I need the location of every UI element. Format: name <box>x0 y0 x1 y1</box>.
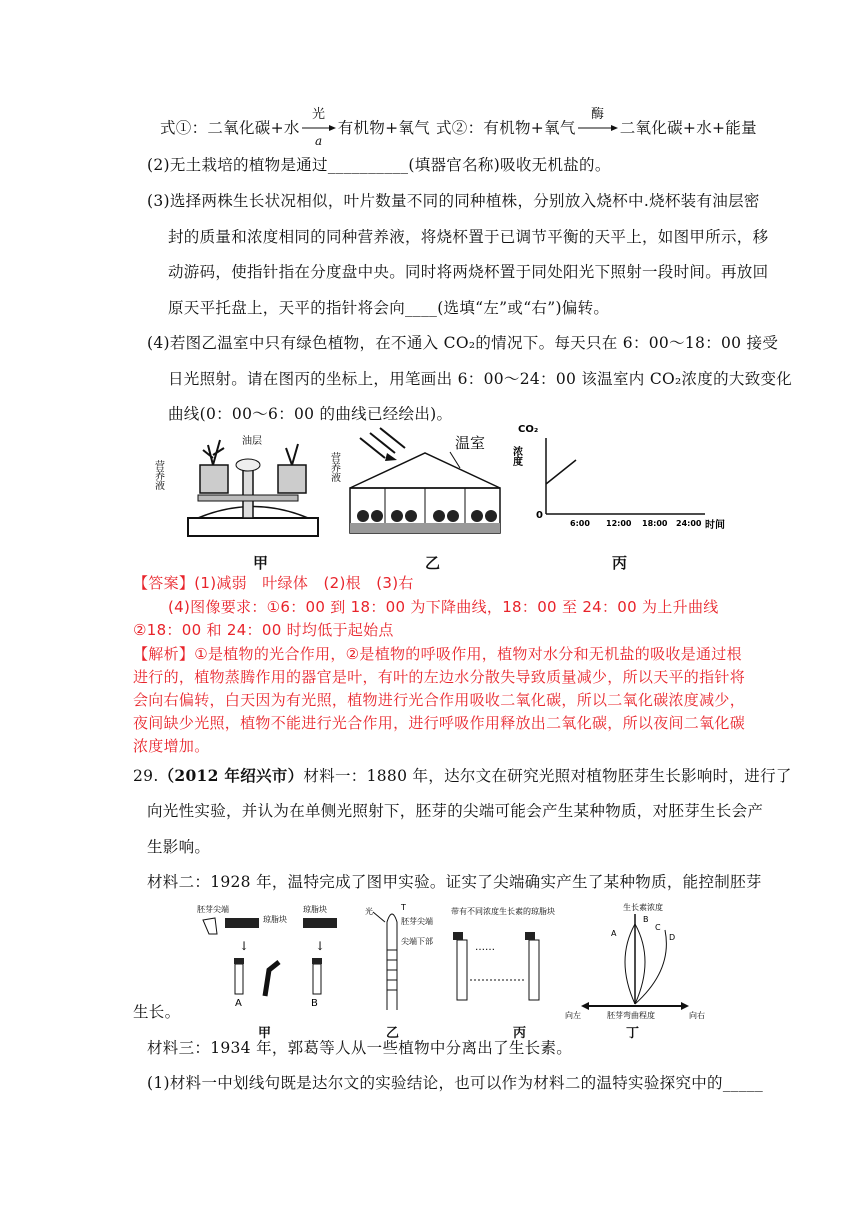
q29-material-1-start: 材料一：1880 年，达尔文在研究光照对植物胚芽生长影响时，进行了 <box>303 767 792 785</box>
formula-line-2 <box>436 107 757 139</box>
dots-gradient: …… <box>475 942 495 953</box>
chart-ylabel-co2: CO₂ <box>518 424 539 435</box>
question-3-line-2: 封的质量和浓度相同的同种营养液，将烧杯置于已调节平衡的天平上，如图甲所示，移 <box>168 228 769 246</box>
arrow-condition-a: a <box>314 134 323 148</box>
chart-origin: 0 <box>536 510 543 521</box>
label-nutrient-right: 营养液 <box>328 452 340 482</box>
label-bend-degree: 胚芽弯曲程度 <box>607 1011 655 1020</box>
label-light: 光 <box>365 907 373 916</box>
caption2-jia: 甲 <box>258 1026 272 1041</box>
question-2: (2)无土栽培的植物是通过__________(填器官名称)吸收无机盐的。 <box>147 156 611 174</box>
caption-jia: 甲 <box>253 554 269 572</box>
formula-line <box>160 107 430 148</box>
q29-question-1: (1)材料一中划线句既是达尔文的实验结论，也可以作为材料二的温特实验探究中的_____ <box>147 1074 764 1092</box>
label-agar-block-2: 琼脂块 <box>303 905 327 914</box>
q29-material-2: 材料二：1928 年，温特完成了图甲实验。证实了尖端确实产生了某种物质，能控制胚芽 <box>147 873 762 891</box>
chart-xlabel: 时间 <box>705 520 725 531</box>
svg-text:↓: ↓ <box>239 939 250 953</box>
answer-line-2: (4)图像要求：①6：00 到 18：00 为下降曲线，18：00 至 24：00 为上升曲线 <box>168 598 719 616</box>
caption-yi: 乙 <box>425 554 441 572</box>
formula-2-prefix: 式②：有机物+氧气 <box>436 119 576 137</box>
question-3-line-1: (3)选择两株生长状况相似，叶片数量不同的同种植株，分别放入烧杯中.烧杯装有油层密 <box>147 192 760 210</box>
analysis-line-5: 浓度增加。 <box>133 737 210 755</box>
question-3-line-4: 原天平托盘上，天平的指针将会向____(选填“左”或“右”)偏转。 <box>168 299 610 317</box>
question-4-line-3: 曲线(0：00～6：00 的曲线已经绘出)。 <box>168 405 453 423</box>
label-B-ding: B <box>643 915 649 924</box>
label-greenhouse: 温室 <box>455 434 486 452</box>
formula-2-suffix: 二氧化碳+水+能量 <box>619 119 757 137</box>
label-tip-yi: 胚芽尖端 <box>401 917 433 926</box>
caption2-yi: 乙 <box>386 1026 400 1041</box>
chart-tick-24: 24:00 <box>676 519 702 528</box>
q29-source: （2012 年绍兴市） <box>158 766 304 785</box>
label-nutrient-left: 营养液 <box>152 460 164 490</box>
figure-greenhouse-yi <box>345 428 510 538</box>
formula-1-prefix: 式①：二氧化碳+水 <box>160 119 300 137</box>
label-embryo-tip: 胚芽尖端 <box>197 905 229 914</box>
formula-1-suffix: 有机物+氧气 <box>337 119 430 137</box>
analysis-line-4: 夜间缺少光照，植物不能进行光合作用，进行呼吸作用释放出二氧化碳，所以夜间二氧化碳 <box>133 714 746 732</box>
chart-tick-18: 18:00 <box>642 519 668 528</box>
figure-wentz-experiment <box>195 900 715 1020</box>
figure-co2-chart-bing <box>510 418 730 531</box>
caption2-bing: 丙 <box>513 1026 527 1041</box>
label-auxin-concentration: 生长素浓度 <box>623 903 663 912</box>
arrow-condition-light: 光 <box>312 107 326 122</box>
caption2-ding: 丁 <box>626 1026 640 1041</box>
analysis-line-2: 进行的，植物蒸腾作用的器官是叶，有叶的左边水分散失导致质量减少，所以天平的指针将 <box>133 668 746 686</box>
chart-drawn-curve <box>546 460 576 484</box>
label-oil-layer: 油层 <box>242 436 262 447</box>
analysis-line-1: 【解析】①是植物的光合作用，②是植物的呼吸作用，植物对水分和无机盐的吸收是通过根 <box>133 645 742 663</box>
label-below-tip: 尖端下部 <box>401 937 433 946</box>
svg-text:↓: ↓ <box>315 939 326 953</box>
q29-number: 29. <box>133 767 159 785</box>
figure-balance-jia <box>152 430 343 540</box>
q29-material-2-end: 生长。 <box>133 1003 181 1021</box>
q29-line-1 <box>133 766 792 786</box>
label-gradient-blocks: 带有不同浓度生长素的琼脂块 <box>451 907 555 916</box>
label-A-ding: A <box>611 929 617 938</box>
arrow-condition-enzyme: 酶 <box>591 107 605 122</box>
label-B-jia: B <box>311 998 318 1009</box>
q29-line-3: 生影响。 <box>147 838 211 856</box>
light-arrow <box>302 107 336 148</box>
caption-bing: 丙 <box>612 554 628 572</box>
q29-material-3: 材料三：1934 年，郭葛等人从一些植物中分离出了生长素。 <box>147 1039 573 1057</box>
label-T: T <box>401 903 406 912</box>
label-D-ding: D <box>669 933 676 942</box>
answer-line-3: ②18：00 和 24：00 时均低于起始点 <box>133 621 394 639</box>
chart-tick-12: 12:00 <box>606 519 632 528</box>
label-left: 向左 <box>565 1011 581 1020</box>
question-3-line-3: 动游码，使指针指在分度盘中央。同时将两烧杯置于同处阳光下照射一段时间。再放回 <box>168 263 769 281</box>
question-4-line-1: (4)若图乙温室中只有绿色植物，在不通入 CO₂的情况下。每天只在 6：00～18：00 接受 <box>147 334 779 352</box>
chart-tick-6: 6:00 <box>570 519 590 528</box>
label-C-ding: C <box>655 923 661 932</box>
label-A-jia: A <box>235 998 242 1009</box>
label-right: 向右 <box>689 1011 705 1020</box>
q29-line-2: 向光性实验，并认为在单侧光照射下，胚芽的尖端可能会产生某种物质，对胚芽生长会产 <box>147 802 764 820</box>
answer-line-1: 【答案】(1)减弱 叶绿体 (2)根 (3)右 <box>133 574 414 592</box>
label-agar-block: 琼脂块 <box>263 915 287 924</box>
chart-ylabel-concentration: 浓度 <box>510 446 522 466</box>
enzyme-arrow <box>578 107 618 139</box>
question-4-line-2: 日光照射。请在图丙的坐标上，用笔画出 6：00～24：00 该温室内 CO₂浓度的大致变化 <box>168 370 793 388</box>
analysis-line-3: 会向右偏转，白天因为有光照，植物进行光合作用吸收二氧化碳，所以二氧化碳浓度减少， <box>133 691 746 709</box>
